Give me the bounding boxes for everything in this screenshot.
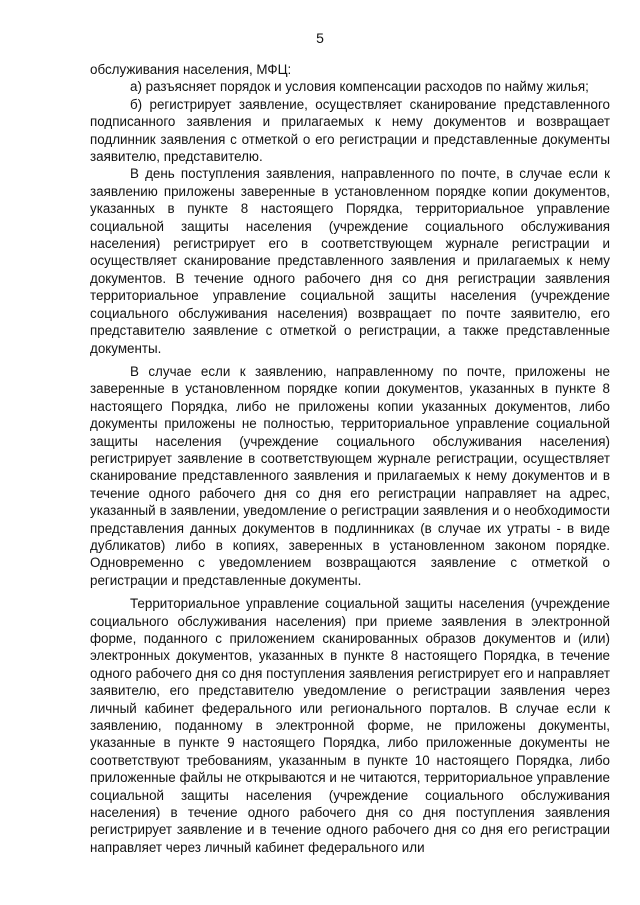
paragraph-mail-submission: В день поступления заявления, направленного по почте, в случае если к заявлению приложены заверенные в установленном порядке копии документов, указанных в пункте 8 настоящего Порядка, территориальное управление социальной защиты населения (учреждение социального обслуживания населения) регистрирует его в соответствующем журнале регистрации и осуществляет сканирование представленного заявления и прилагаемых к нему документов. В течение одного рабочего дня со дня регистрации заявления территориальное управление социальной защиты населения (учреждение социального обслуживания населения) возвращает по почте заявителю, его представителю заявление с отметкой о регистрации, а также представленные документы. (90, 166, 610, 356)
paragraph-electronic-submission: Территориальное управление социальной защиты населения (учреждение социального обслуживания населения) при приеме заявления в электронной форме, поданного с приложением сканированных образов документов и (или) электронных документов, указанных в пункте 8 настоящего Порядка, в течение одного рабочего дня со дня поступления заявления регистрирует его и направляет заявителю, его представителю уведомление о регистрации заявления через личный кабинет федерального или регионального порталов. В случае если к заявлению, поданному в электронной форме, не приложены документы, указанные в пункте 9 настоящего Порядка, либо приложенные документы не соответствуют требованиям, указанным в пункте 10 настоящего Порядка, либо приложенные файлы не открываются и не читаются, территориальное управление социальной защиты населения (учреждение социального обслуживания населения) в течение одного рабочего дня со дня поступления заявления регистрирует заявление и в течение одного рабочего дня со дня его регистрации направляет через личный кабинет федерального или (90, 596, 610, 855)
document-body (90, 61, 610, 856)
page-number: 5 (316, 30, 324, 46)
paragraph-mail-incomplete: В случае если к заявлению, направленному по почте, приложены не заверенные в установленном порядке копии документов, указанных в пункте 8 настоящего Порядка, либо не приложены копии указанных документов, либо документы приложены не полностью, территориальное управление социальной защиты населения (учреждение социального обслуживания населения) регистрирует заявление в соответствующем журнале регистрации, осуществляет сканирование представленного заявления и прилагаемых к нему документов и в течение одного рабочего дня со дня его регистрации направляет на адрес, указанный в заявлении, уведомление о регистрации заявления и о необходимости представления данных документов в подлинниках (в случае их утраты - в виде дубликатов) либо в копиях, заверенных в установленном законом порядке. Одновременно с уведомлением возвращаются заявление с отметкой о регистрации и представленные документы. (90, 363, 610, 588)
paragraph-continuation: обслуживания населения, МФЦ: (90, 62, 292, 77)
paragraph-item-b: б) регистрирует заявление, осуществляет сканирование представленного подписанного заявления и прилагаемых к нему документов и возвращает подлинник заявления с отметкой о его регистрации и представленные документы заявителю, представителю. (90, 96, 610, 165)
paragraph-item-a: а) разъясняет порядок и условия компенсации расходов по найму жилья; (130, 79, 589, 95)
